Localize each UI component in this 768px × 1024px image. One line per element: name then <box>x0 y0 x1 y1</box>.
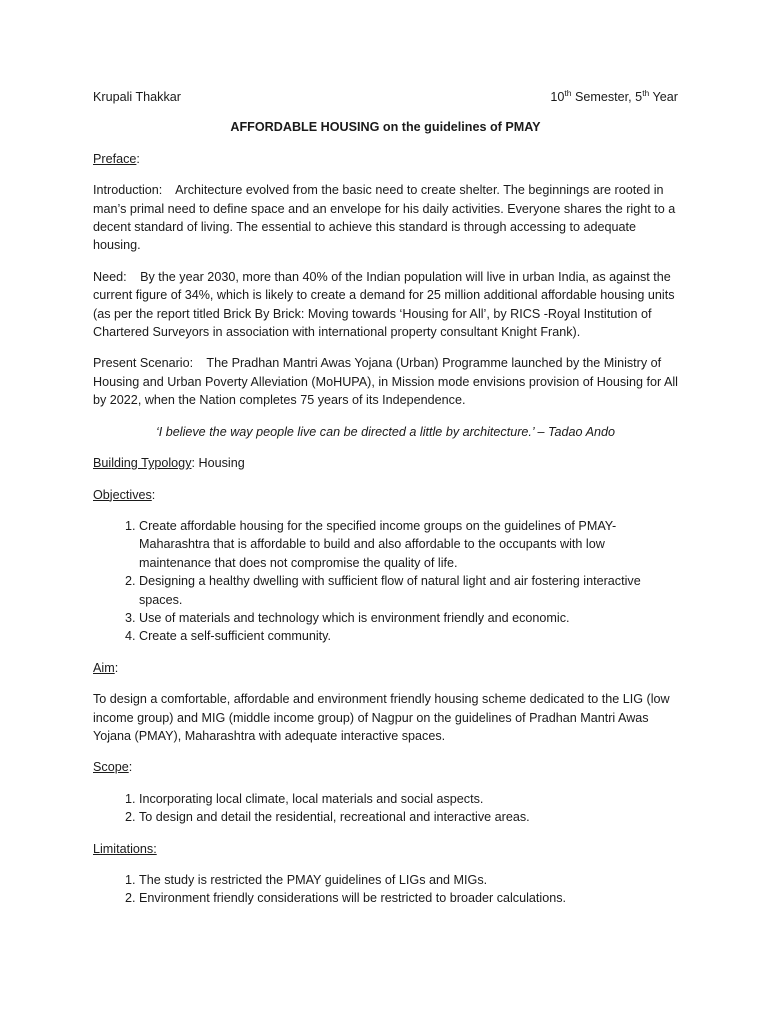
need-paragraph <box>93 268 678 342</box>
scope-list <box>93 790 678 827</box>
preface-colon: : <box>136 151 140 166</box>
author-name: Krupali Thakkar <box>93 90 181 104</box>
objectives-heading <box>93 486 678 504</box>
document-title: AFFORDABLE HOUSING on the guidelines of PMAY <box>230 120 541 135</box>
list-item: 1. Create affordable housing for the specified income groups on the guidelines of PMAY- Maharashtra that is affordable to build and also affordable to the occupants with low maintenance that does not compromise the quality of life. <box>139 517 678 572</box>
limitations-list <box>93 871 678 908</box>
semester-superscript: th <box>564 87 572 98</box>
aim-heading <box>93 659 678 677</box>
building-typology-label: Building Typology <box>93 456 192 471</box>
limitations-heading <box>93 840 678 858</box>
list-item: 2. Designing a healthy dwelling with sufficient flow of natural light and air fostering interactive spaces. <box>139 572 678 609</box>
aim-paragraph: To design a comfortable, affordable and environment friendly housing scheme dedicated to the LIG (low income group) and MIG (middle income group) of Nagpur on the guidelines of Pradhan Mantri Awas Yojana (PMAY), Maharashtra with adequate interactive spaces. <box>93 692 670 743</box>
building-typology-heading <box>93 454 678 472</box>
objectives-label: Objectives <box>93 487 152 502</box>
list-item: 4. Create a self-sufficient community. <box>139 627 678 645</box>
aim-colon: : <box>114 660 119 675</box>
semester-word: Semester, 5 <box>571 90 643 104</box>
present-scenario-paragraph <box>93 354 678 409</box>
introduction-text: Architecture evolved from the basic need to create shelter. The beginnings are rooted in man’s primal need to define space and an envelope for his daily activities. Everyone shares the right to a decent standard of living. The essential to achieve this standard is through accessing to adequate housing. <box>93 183 676 253</box>
introduction-paragraph <box>93 181 678 255</box>
need-text: By the year 2030, more than 40% of the Indian population will live in urban India, as against the current figure of 34%, which is likely to create a demand for 25 million additional affordable housing units (as per the report titled Brick By Brick: Moving towards ‘Housing for All’, by RICS -Royal Institution of Chartered Surveyors in association with international property consultant Knight Frank). <box>93 269 675 340</box>
building-typology-value: : Housing <box>191 456 245 471</box>
semester-number: 10 <box>550 90 565 104</box>
semester-year <box>550 88 678 106</box>
introduction-label: Introduction: <box>93 183 163 198</box>
document-header <box>93 88 678 106</box>
objectives-list <box>93 517 678 646</box>
year-superscript: th <box>642 87 650 98</box>
architect-quote: ‘I believe the way people live can be directed a little by architecture.’ – Tadao Ando <box>155 424 616 439</box>
year-word: Year <box>649 90 678 104</box>
list-item: 1. The study is restricted the PMAY guidelines of LIGs and MIGs. <box>139 871 678 889</box>
list-item: 3. Use of materials and technology which is environment friendly and economic. <box>139 609 678 627</box>
list-item: 2. To design and detail the residential, recreational and interactive areas. <box>139 808 678 826</box>
aim-label: Aim <box>93 660 115 675</box>
scope-colon: : <box>128 760 133 775</box>
scope-heading <box>93 758 678 776</box>
preface-heading <box>93 150 678 168</box>
list-item: 2. Environment friendly considerations will be restricted to broader calculations. <box>139 889 678 907</box>
present-scenario-text: The Pradhan Mantri Awas Yojana (Urban) Programme launched by the Ministry of Housing and Urban Poverty Alleviation (MoHUPA), in Mission mode envisions provision of Housing for All by 2022, when the Nation completes 75 years of its Independence. <box>93 356 678 408</box>
preface-label: Preface <box>93 151 137 166</box>
list-item: 1. Incorporating local climate, local materials and social aspects. <box>139 790 678 808</box>
objectives-colon: : <box>151 487 156 502</box>
need-label: Need: <box>93 269 127 284</box>
scope-label: Scope <box>93 760 129 775</box>
present-scenario-label: Present Scenario: <box>93 356 194 371</box>
limitations-label: Limitations: <box>93 841 157 856</box>
